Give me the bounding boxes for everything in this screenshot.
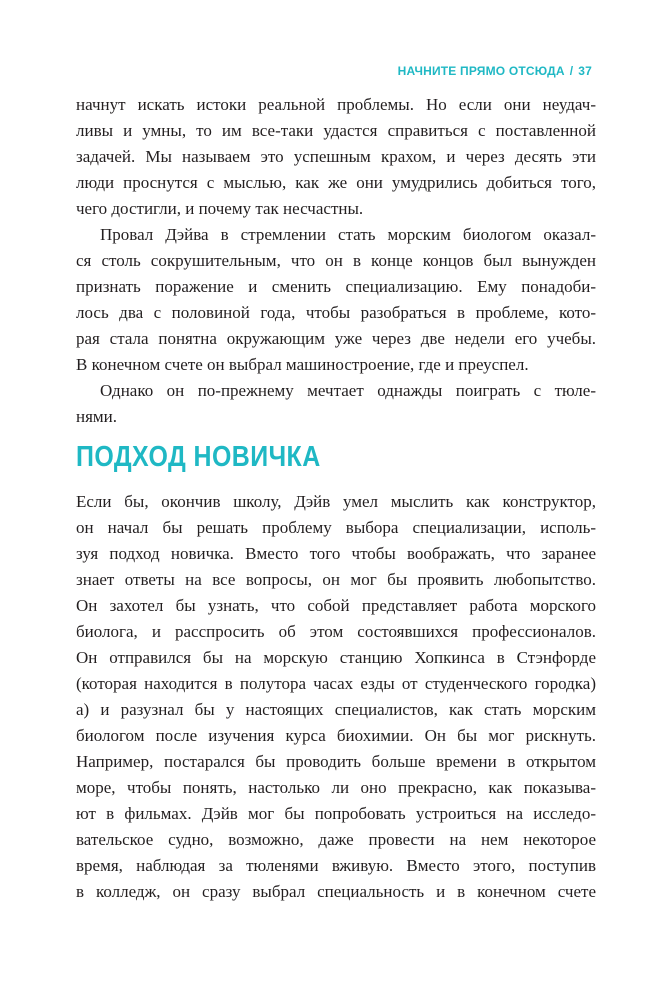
- body-text-bottom: [76, 489, 596, 905]
- text-line: биолога, и расспросить об этом состоявшихся профессионалов.: [76, 622, 596, 641]
- body-text-top: [76, 92, 596, 430]
- text-line: зуя подход новичка. Вместо того чтобы воображать, что заранее: [76, 544, 596, 563]
- text-line: люди проснутся с мыслью, как же они умудрились добиться того,: [76, 173, 596, 192]
- text-line: Однако он по-прежнему мечтает однажды поиграть с тюле-: [100, 381, 596, 400]
- page-number: 37: [578, 64, 592, 78]
- text-line: море, чтобы понять, настолько ли оно прекрасно, как показыва-: [76, 778, 596, 797]
- running-head: [398, 64, 592, 78]
- text-line: в колледж, он сразу выбрал специальность и в конечном счете: [76, 882, 596, 901]
- text-line: Он захотел бы узнать, что собой представляет работа морского: [76, 596, 596, 615]
- section-heading: ПОДХОД НОВИЧКА: [76, 441, 321, 473]
- text-line: знает ответы на все вопросы, он мог бы проявить любопытство.: [76, 570, 596, 589]
- text-line: ливы и умны, то им все-таки удастся справиться с поставленной: [76, 121, 596, 140]
- text-line: начнут искать истоки реальной проблемы. Но если они неудач-: [76, 95, 596, 114]
- text-line: Провал Дэйва в стремлении стать морским биологом оказал-: [100, 225, 596, 244]
- text-line: Он отправился бы на морскую станцию Хопкинса в Стэнфорде: [76, 648, 596, 667]
- text-line: признать поражение и сменить специализацию. Ему понадоби-: [76, 277, 596, 296]
- text-line: чего достигли, и почему так несчастны.: [76, 199, 364, 218]
- text-line: рая стала понятна окружающим уже через две недели его учебы.: [76, 329, 596, 348]
- text-line: лось два с половиной года, чтобы разобраться в проблеме, кото-: [76, 303, 596, 322]
- text-line: (которая находится в полутора часах езды от студенческого городка): [76, 674, 596, 693]
- text-line: В конечном счете он выбрал машиностроение, где и преуспел.: [76, 355, 529, 374]
- text-line: он начал бы решать проблему выбора специализации, исполь-: [76, 518, 596, 537]
- header-separator: /: [569, 64, 574, 78]
- text-line: время, наблюдая за тюленями вживую. Вместо этого, поступив: [76, 856, 596, 875]
- text-line: а) и разузнал бы у настоящих специалистов, как стать морским: [76, 700, 596, 719]
- text-line: Если бы, окончив школу, Дэйв умел мыслить как конструктор,: [76, 492, 596, 511]
- text-line: задачей. Мы называем это успешным крахом, и через десять эти: [76, 147, 596, 166]
- text-line: ют в фильмах. Дэйв мог бы попробовать устроиться на исследо-: [76, 804, 596, 823]
- text-line: нями.: [76, 407, 118, 426]
- text-line: вательское судно, возможно, даже провести на нем некоторое: [76, 830, 596, 849]
- text-line: биологом после изучения курса биохимии. Он бы мог рискнуть.: [76, 726, 596, 745]
- text-line: ся столь сокрушительным, что он в конце концов был вынужден: [76, 251, 596, 270]
- chapter-title: НАЧНИТЕ ПРЯМО ОТСЮДА: [397, 64, 565, 78]
- text-line: Например, постарался бы проводить больше времени в открытом: [76, 752, 596, 771]
